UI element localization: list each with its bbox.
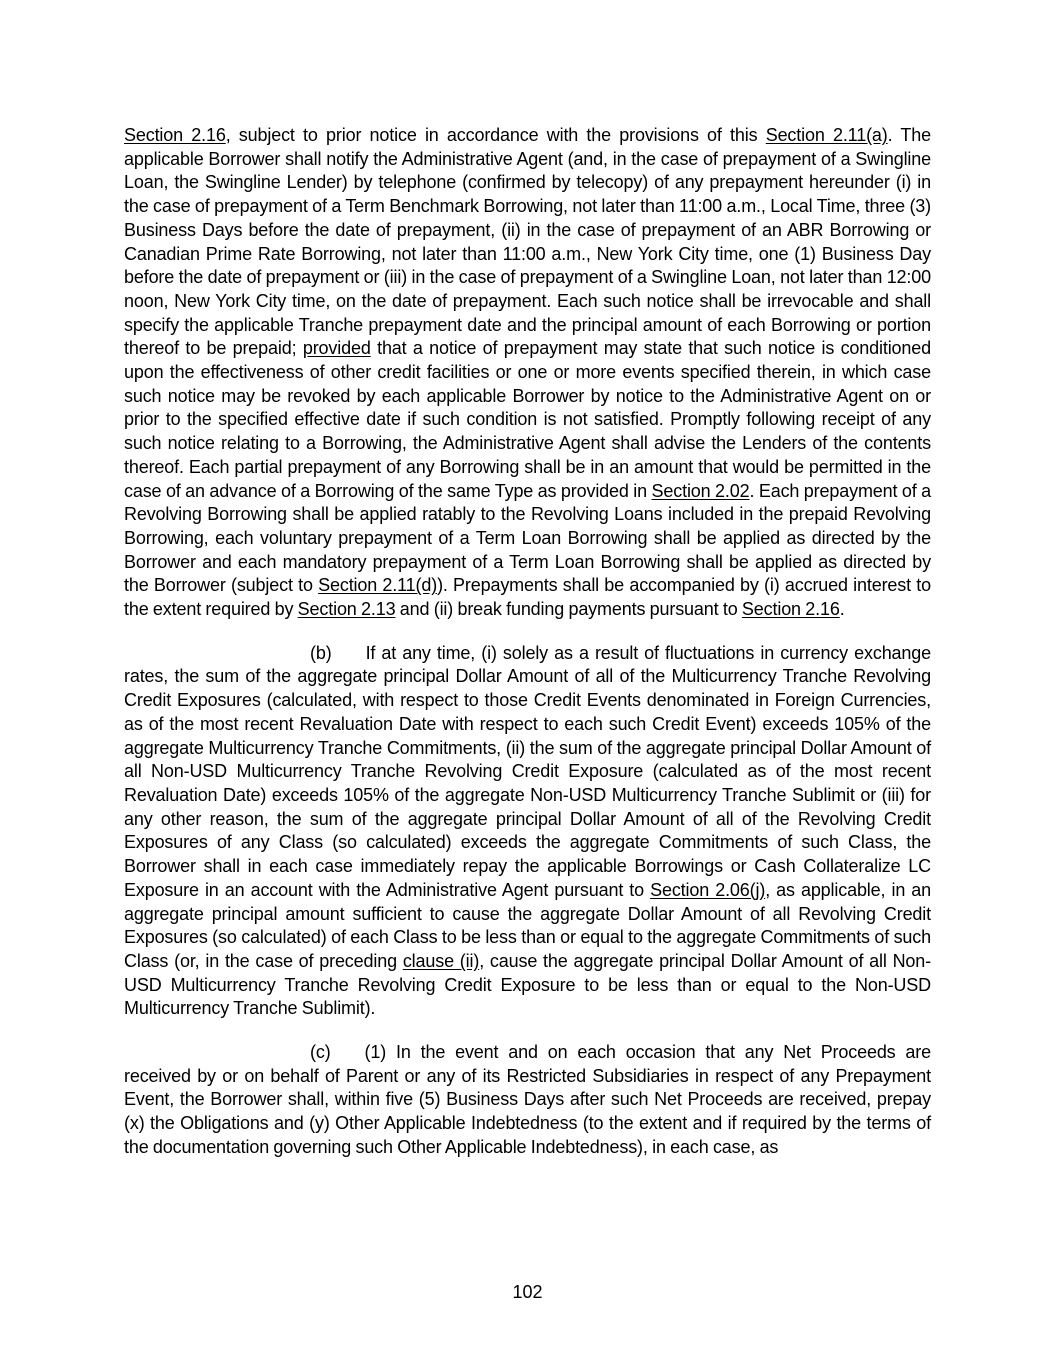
paragraph-text: that a notice of prepayment may state that such notice is conditioned upon the effectiveness of other credit facilities or one or more events specified therein, in which case such notice may be revoked by each applicable Borrower by notice to the Administrative Agent on or prior to the specified effective date if such condition is not satisfied. Promptly following receipt of any such notice relating to a Borrowing, the Administrative Agent shall advise the Lenders of the contents thereof. Each partial prepayment of any Borrowing shall be in an amount that would be permitted in the case of an advance of a Borrowing of the same Type as provided in bbox=[124, 338, 931, 501]
clause-reference: clause (ii) bbox=[402, 950, 480, 971]
paragraph-text: . bbox=[839, 599, 845, 620]
section-reference: Section 2.16 bbox=[741, 599, 840, 620]
paragraph-text: and (ii) break funding payments pursuant to bbox=[395, 599, 742, 620]
document-body bbox=[124, 124, 931, 1160]
paragraph-text: , cause the aggregate principal Dollar Amount of all Non-USD Multicurrency Tranche Revolving Credit Exposure to be less than or equal to the Non-USD Multicurrency Tranche Sublimit). bbox=[124, 950, 931, 1019]
section-reference: Section 2.06(j) bbox=[650, 879, 766, 900]
section-reference: Section 2.11(d) bbox=[318, 575, 438, 596]
paragraph-text: ). Prepayments shall be accompanied by (i) accrued interest to the extent required by bbox=[124, 575, 931, 620]
section-reference: Section 2.11(a) bbox=[765, 125, 888, 145]
paragraph-text: . Each prepayment of a Revolving Borrowing shall be applied ratably to the Revolving Loans included in the prepaid Revolving Borrowing, each voluntary prepayment of a Term Loan Borrowing shall be applied as directed by the Borrower and each mandatory prepayment of a Term Loan Borrowing shall be applied as directed by the Borrower (subject to bbox=[124, 480, 931, 596]
paragraph-text: , subject to prior notice in accordance with the provisions of this bbox=[225, 125, 766, 145]
paragraph-text: If at any time, (i) solely as a result of fluctuations in currency exchange rates, the sum of the aggregate principal Dollar Amount of all of the Multicurrency Tranche Revolving Credit Exposures (calculated, with respect to those Credit Events denominated in Foreign Currencies, as of the most recent Revaluation Date with respect to each such Credit Event) exceeds 105% of the aggregate Multicurrency Tranche Commitments, (ii) the sum of the aggregate principal Dollar Amount of all Non-USD Multicurrency Tranche Revolving Credit Exposure (calculated as of the most recent Revaluation Date) exceeds 105% of the aggregate Non-USD Multicurrency Tranche Sublimit or (iii) for any other reason, the sum of the aggregate principal Dollar Amount of all of the Revolving Credit Exposures of any Class (so calculated) exceeds the aggregate Commitments of such Class, the Borrower shall in each case immediately repay the applicable Borrowings or Cash Collateralize LC Exposure in an account with the Administrative Agent pursuant to bbox=[124, 642, 931, 900]
section-reference: Section 2.16 bbox=[124, 125, 226, 145]
paragraph-text: , as applicable, in an aggregate principal amount sufficient to cause the aggregate Dollar Amount of all Revolving Credit Exposures (so calculated) of each Class to be less than or equal to the aggregate Commitments of such Class (or, in the case of preceding bbox=[124, 879, 932, 971]
paragraph-c-net-proceeds bbox=[124, 1041, 931, 1160]
paragraph-text: (1) In the event and on each occasion that any Net Proceeds are received by or on behalf of Parent or any of its Restricted Subsidiaries in respect of any Prepayment Event, the Borrower shall, within five (5) Business Days after such Net Proceeds are received, prepay (x) the Obligations and (y) Other Applicable Indebtedness (to the extent and if required by the terms of the documentation governing such Other Applicable Indebtedness), in each case, as bbox=[124, 1042, 931, 1157]
section-reference: Section 2.13 bbox=[297, 599, 396, 620]
paragraph-text: . The applicable Borrower shall notify the Administrative Agent (and, in the case of prepayment of a Swingline Loan, the Swingline Lender) by telephone (confirmed by telecopy) of any prepayment hereunder (i) in the case of prepayment of a Term Benchmark Borrowing, not later than 11:00 a.m., Local Time, three (3) Business Days before the date of prepayment, (ii) in the case of prepayment of an ABR Borrowing or Canadian Prime Rate Borrowing, not later than 11:00 a.m., New York City time, one (1) Business Day before the date of prepayment or (iii) in the case of prepayment of a Swingline Loan, not later than 12:00 noon, New York City time, on the date of prepayment. Each such notice shall be irrevocable and shall specify the applicable Tranche prepayment date and the principal amount of each Borrowing or portion thereof to be prepaid; bbox=[124, 125, 931, 359]
provided-term: provided bbox=[302, 338, 371, 359]
paragraph-b-currency-fluctuations bbox=[124, 642, 931, 1021]
section-reference: Section 2.02 bbox=[651, 480, 750, 501]
page-number: 102 bbox=[512, 1282, 543, 1302]
clause-label-c: (c) bbox=[310, 1042, 331, 1063]
clause-label-b: (b) bbox=[310, 642, 332, 663]
paragraph-prepayment-notice bbox=[124, 124, 931, 622]
